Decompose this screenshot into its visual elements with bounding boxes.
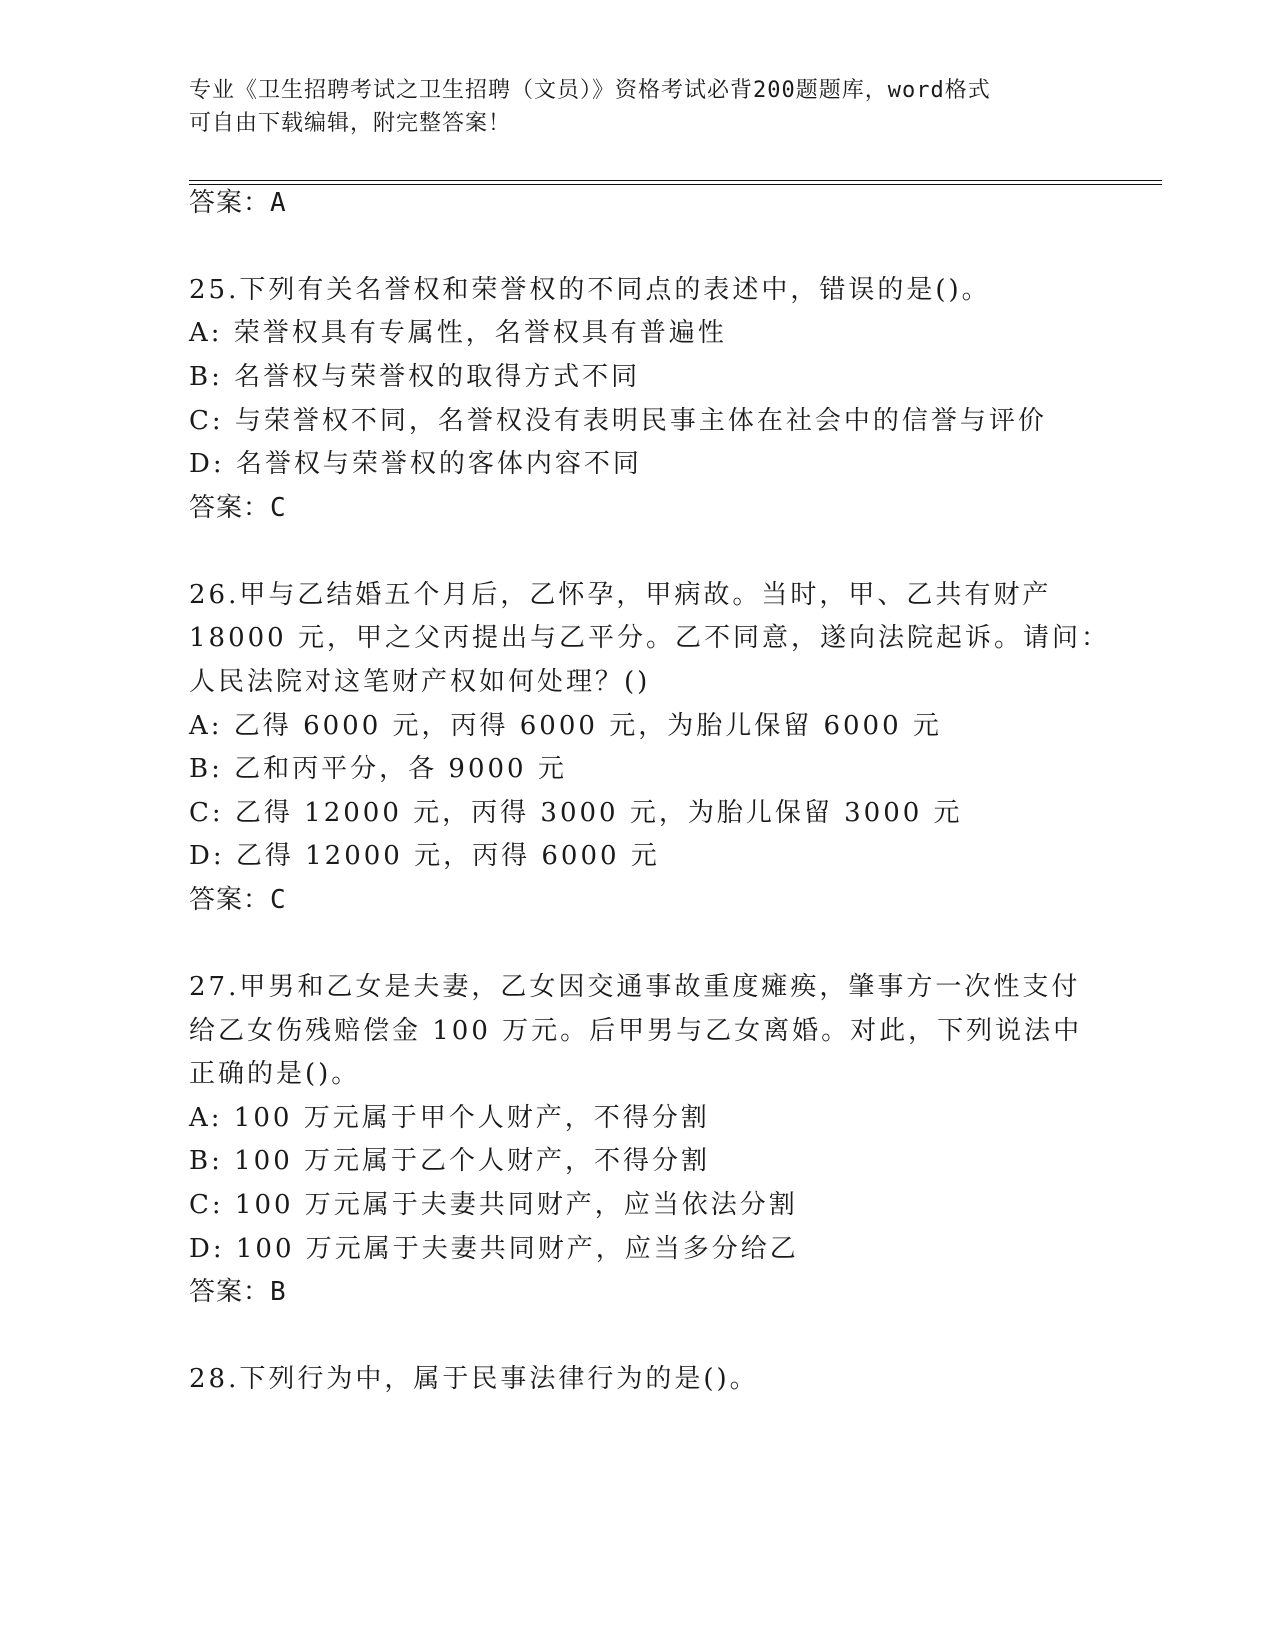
question-26-option-b: B: 乙和丙平分，各 9000 元 [189, 754, 567, 784]
document-header [189, 74, 1089, 140]
question-26-stem-line-2: 18000 元，甲之父丙提出与乙平分。乙不同意，遂向法院起诉。请问： [189, 623, 1110, 653]
question-26-option-d: D: 乙得 12000 元，丙得 6000 元 [189, 841, 660, 871]
question-25-option-c: C: 与荣誉权不同，名誉权没有表明民事主体在社会中的信誉与评价 [189, 406, 1047, 436]
question-25-option-d: D: 名誉权与荣誉权的客体内容不同 [189, 449, 642, 479]
question-27-option-c: C: 100 万元属于夫妻共同财产，应当依法分割 [189, 1190, 798, 1220]
question-26-option-c: C: 乙得 12000 元，丙得 3000 元，为胎儿保留 3000 元 [189, 798, 963, 828]
question-25-option-b: B: 名誉权与荣誉权的取得方式不同 [189, 362, 641, 392]
question-26-stem-line-3: 人民法院对这笔财产权如何处理？() [189, 667, 651, 697]
question-25-stem: 25.下列有关名誉权和荣誉权的不同点的表述中，错误的是()。 [189, 275, 991, 305]
answer-previous: 答案：A [189, 188, 287, 218]
question-25-answer: 答案：C [189, 493, 287, 523]
question-27-stem-line-3: 正确的是()。 [189, 1059, 361, 1089]
question-27-option-a: A: 100 万元属于甲个人财产，不得分割 [189, 1103, 710, 1133]
question-27-option-b: B: 100 万元属于乙个人财产，不得分割 [189, 1146, 711, 1176]
question-27-stem-line-2: 给乙女伤残赔偿金 100 万元。后甲男与乙女离婚。对此，下列说法中 [189, 1016, 1083, 1046]
question-27-stem-line-1: 27.甲男和乙女是夫妻，乙女因交通事故重度瘫痪，肇事方一次性支付 [189, 972, 1081, 1002]
question-28-stem: 28.下列行为中，属于民事法律行为的是()。 [189, 1364, 759, 1394]
question-26-stem-line-1: 26.甲与乙结婚五个月后，乙怀孕，甲病故。当时，甲、乙共有财产 [189, 580, 1052, 610]
question-26-answer: 答案：C [189, 885, 287, 915]
question-25-option-a: A: 荣誉权具有专属性，名誉权具有普遍性 [189, 318, 727, 348]
header-divider-bottom [189, 184, 1162, 185]
question-27-answer: 答案：B [189, 1277, 287, 1307]
header-divider-top [189, 180, 1162, 181]
header-line-2: 可自由下载编辑，附完整答案！ [189, 111, 512, 136]
header-line-1: 专业《卫生招聘考试之卫生招聘（文员）》资格考试必背200题题库，word格式 [189, 78, 991, 103]
question-27-option-d: D: 100 万元属于夫妻共同财产，应当多分给乙 [189, 1234, 799, 1264]
question-26-option-a: A: 乙得 6000 元，丙得 6000 元，为胎儿保留 6000 元 [189, 711, 942, 741]
